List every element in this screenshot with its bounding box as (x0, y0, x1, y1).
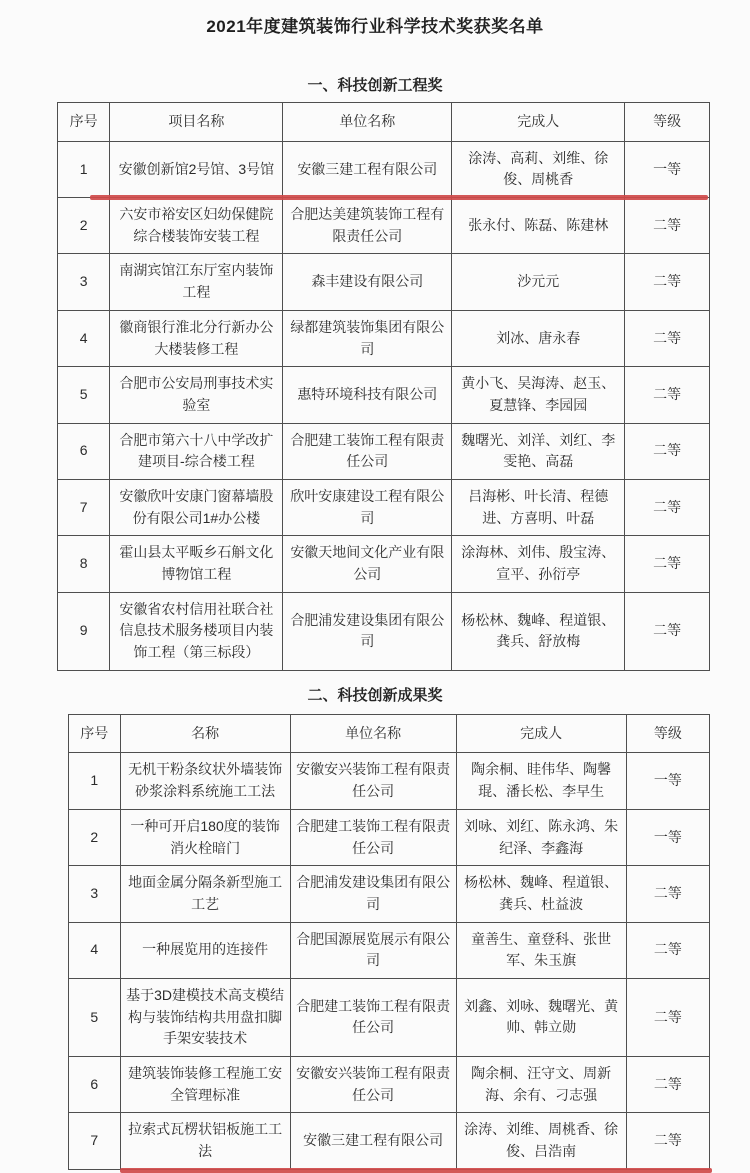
serial-cell: 7 (69, 1113, 121, 1169)
company-cell: 合肥浦发建设集团有限公司 (283, 592, 452, 670)
serial-cell: 2 (58, 198, 110, 254)
company-cell: 合肥建工装饰工程有限责任公司 (283, 423, 452, 479)
company-cell: 安徽三建工程有限公司 (290, 1113, 456, 1169)
serial-cell: 5 (58, 367, 110, 423)
contributors-cell: 黄小飞、吴海涛、赵玉、夏慧锋、李园园 (452, 367, 625, 423)
table-row (58, 479, 710, 535)
awards-table-1-wrapper (57, 102, 710, 671)
serial-cell: 8 (58, 536, 110, 592)
serial-cell: 1 (58, 141, 110, 197)
column-header: 名称 (120, 714, 290, 753)
name-cell: 建筑装饰装修工程施工安全管理标准 (120, 1057, 290, 1113)
contributors-cell: 杨松林、魏峰、程道银、龚兵、舒放梅 (452, 592, 625, 670)
header-row (58, 103, 710, 142)
name-cell: 安徽省农村信用社联合社信息技术服务楼项目内装饰工程（第三标段） (110, 592, 283, 670)
awards-table-2-wrapper (68, 714, 710, 1170)
contributors-cell: 刘鑫、刘咏、魏曙光、黄帅、韩立勋 (456, 978, 626, 1056)
contributors-cell: 涂涛、高莉、刘维、徐俊、周桃香 (452, 141, 625, 197)
name-cell: 一种展览用的连接件 (120, 922, 290, 978)
company-cell: 合肥建工装饰工程有限责任公司 (290, 978, 456, 1056)
grade-cell: 一等 (625, 141, 710, 197)
name-cell: 无机干粉条纹状外墙装饰砂浆涂料系统施工工法 (120, 753, 290, 809)
grade-cell: 二等 (625, 479, 710, 535)
section1-title: 一、科技创新工程奖 (307, 77, 443, 94)
table-row (69, 753, 710, 809)
grade-cell: 二等 (626, 978, 709, 1056)
contributors-cell: 童善生、童登科、张世军、朱玉旗 (456, 922, 626, 978)
serial-cell: 4 (58, 310, 110, 366)
contributors-cell: 沙元元 (452, 254, 625, 310)
table-row (58, 423, 710, 479)
column-header: 项目名称 (110, 103, 283, 142)
serial-cell: 7 (58, 479, 110, 535)
grade-cell: 二等 (625, 310, 710, 366)
table-row (69, 1057, 710, 1113)
company-cell: 合肥浦发建设集团有限公司 (290, 866, 456, 922)
contributors-cell: 涂海林、刘伟、殷宝涛、宣平、孙衍亭 (452, 536, 625, 592)
serial-cell: 5 (69, 978, 121, 1056)
company-cell: 森丰建设有限公司 (283, 254, 452, 310)
grade-cell: 二等 (625, 423, 710, 479)
table-row (69, 978, 710, 1056)
company-cell: 惠特环境科技有限公司 (283, 367, 452, 423)
grade-cell: 二等 (625, 254, 710, 310)
grade-cell: 一等 (626, 753, 709, 809)
grade-cell: 二等 (626, 866, 709, 922)
contributors-cell: 吕海彬、叶长清、程德进、方喜明、叶磊 (452, 479, 625, 535)
serial-cell: 6 (58, 423, 110, 479)
contributors-cell: 陶余桐、汪守文、周新海、余有、刁志强 (456, 1057, 626, 1113)
grade-cell: 二等 (625, 367, 710, 423)
grade-cell: 二等 (626, 1113, 709, 1169)
column-header: 序号 (69, 714, 121, 753)
name-cell: 安徽创新馆2号馆、3号馆 (110, 141, 283, 197)
name-cell: 徽商银行淮北分行新办公大楼装修工程 (110, 310, 283, 366)
column-header: 等级 (626, 714, 709, 753)
name-cell: 南湖宾馆江东厅室内装饰工程 (110, 254, 283, 310)
page-title: 2021年度建筑装饰行业科学技术奖获奖名单 (206, 17, 544, 36)
contributors-cell: 魏曙光、刘洋、刘红、李雯艳、高磊 (452, 423, 625, 479)
serial-cell: 3 (69, 866, 121, 922)
company-cell: 欣叶安康建设工程有限公司 (283, 479, 452, 535)
table-row (58, 254, 710, 310)
name-cell: 基于3D建模技术高支模结构与装饰结构共用盘扣脚手架安装技术 (120, 978, 290, 1056)
name-cell: 合肥市第六十八中学改扩建项目-综合楼工程 (110, 423, 283, 479)
column-header: 序号 (58, 103, 110, 142)
contributors-cell: 陶余桐、眭伟华、陶馨琨、潘长松、李早生 (456, 753, 626, 809)
grade-cell: 二等 (625, 536, 710, 592)
contributors-cell: 涂涛、刘维、周桃香、徐俊、吕浩南 (456, 1113, 626, 1169)
section2-title: 二、科技创新成果奖 (307, 686, 443, 704)
company-cell: 绿都建筑装饰集团有限公司 (283, 310, 452, 366)
contributors-cell: 刘咏、刘红、陈永鸿、朱纪泽、李鑫海 (456, 809, 626, 865)
company-cell: 安徽安兴装饰工程有限责任公司 (290, 753, 456, 809)
column-header: 等级 (625, 103, 710, 142)
name-cell: 地面金属分隔条新型施工工艺 (120, 866, 290, 922)
name-cell: 六安市裕安区妇幼保健院综合楼装饰安装工程 (110, 198, 283, 254)
table-row (58, 536, 710, 592)
header-row (69, 714, 710, 753)
name-cell: 一种可开启180度的装饰消火栓暗门 (120, 809, 290, 865)
table-row (58, 141, 710, 197)
serial-cell: 1 (69, 753, 121, 809)
company-cell: 合肥建工装饰工程有限责任公司 (290, 809, 456, 865)
contributors-cell: 刘冰、唐永春 (452, 310, 625, 366)
table-row (58, 592, 710, 670)
serial-cell: 9 (58, 592, 110, 670)
table-row (58, 310, 710, 366)
name-cell: 霍山县太平畈乡石斛文化博物馆工程 (110, 536, 283, 592)
serial-cell: 3 (58, 254, 110, 310)
table-row (69, 866, 710, 922)
company-cell: 合肥达美建筑装饰工程有限责任公司 (283, 198, 452, 254)
table-row (69, 922, 710, 978)
table-row (58, 198, 710, 254)
column-header: 完成人 (452, 103, 625, 142)
serial-cell: 6 (69, 1057, 121, 1113)
name-cell: 拉索式瓦楞状铝板施工工法 (120, 1113, 290, 1169)
column-header: 单位名称 (290, 714, 456, 753)
serial-cell: 4 (69, 922, 121, 978)
table-row (58, 367, 710, 423)
serial-cell: 2 (69, 809, 121, 865)
awards-table-2 (68, 714, 710, 1170)
document-page (0, 12, 750, 1160)
table-row (69, 809, 710, 865)
contributors-cell: 杨松林、魏峰、程道银、龚兵、杜益波 (456, 866, 626, 922)
column-header: 完成人 (456, 714, 626, 753)
grade-cell: 二等 (626, 1057, 709, 1113)
company-cell: 安徽安兴装饰工程有限责任公司 (290, 1057, 456, 1113)
grade-cell: 一等 (626, 809, 709, 865)
company-cell: 安徽天地间文化产业有限公司 (283, 536, 452, 592)
table-row (69, 1113, 710, 1169)
grade-cell: 二等 (625, 198, 710, 254)
name-cell: 合肥市公安局刑事技术实验室 (110, 367, 283, 423)
awards-table-1 (57, 102, 710, 671)
name-cell: 安徽欣叶安康门窗幕墙股份有限公司1#办公楼 (110, 479, 283, 535)
grade-cell: 二等 (625, 592, 710, 670)
grade-cell: 二等 (626, 922, 709, 978)
column-header: 单位名称 (283, 103, 452, 142)
company-cell: 安徽三建工程有限公司 (283, 141, 452, 197)
company-cell: 合肥国源展览展示有限公司 (290, 922, 456, 978)
contributors-cell: 张永付、陈磊、陈建林 (452, 198, 625, 254)
